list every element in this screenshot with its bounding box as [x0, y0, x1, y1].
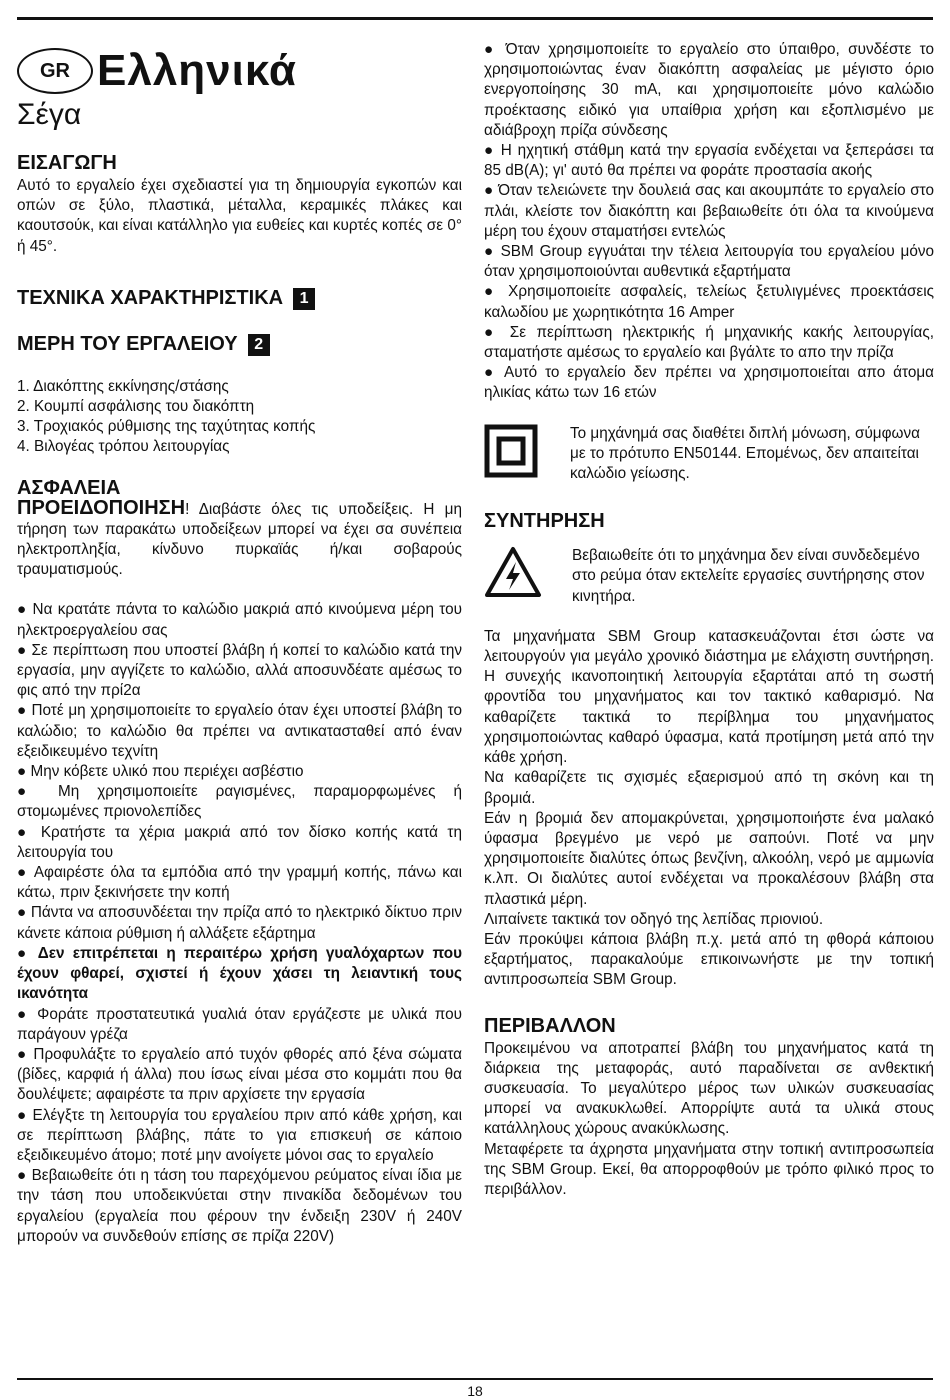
list-item: ● Μην κόβετε υλικό που περιέχει ασβέστιο [17, 763, 304, 781]
environment-paragraph: Προκειμένου να αποτραπεί βλάβη του μηχανήματος κατά τη διάρκεια της μεταφοράς, αυτό παραδίνεται σε ανθεκτική συσκευασία. Το μεγαλύτερο μέρος των υλικών συσκευασίας μπορεί να ανακυκλωθεί. Απορρίψτε αυτά τα υλικά στους κατάλληλους χώρους ανακύκλωσης. [484, 1039, 934, 1138]
list-item: ● Μη χρησιμοποιείτε ραγισμένες, παραμορφωμένες ή στομωμένες πριονολεπίδες [17, 783, 462, 821]
list-item: ● Βεβαιωθείτε ότι η τάση του παρεχόμενου ρεύματος είναι ίδια με την τάση που υποδεικνύεται στην πινακίδα δεδομένων του εργαλείου (εργαλεία που φέρουν την ένδειξη 230V ή 240V μπορούν να συνδεθούν επίσης σε πρίζα 220V) [17, 1167, 462, 1245]
intro-section [17, 152, 462, 257]
intro-heading: ΕΙΣΑΓΩΓΗ [17, 152, 117, 174]
maintenance-paragraph: Λιπαίνετε τακτικά τον οδηγό της λεπίδας πριονιού. [484, 910, 824, 928]
top-rule [17, 17, 933, 20]
list-item: ● Σε περίπτωση ηλεκτρικής ή μηχανικής κακής λειτουργίας, σταματήστε αμέσως το εργαλείο και βγάλτε το απο την πρίζα [484, 323, 934, 362]
list-item: 4. Βιλογέας τρόπου λειτουργίας [17, 438, 230, 456]
list-item: ● SBM Group εγγυάται την τέλεια λειτουργία του εργαλείου μόνο όταν χρησιμοποιούνται αυθεντικά εξαρτήματα [484, 243, 934, 281]
list-item: ● Φοράτε προστατευτικά γυαλιά όταν εργάζεστε με υλικά που παράγουν γρέζα [17, 1005, 462, 1043]
maintenance-heading: ΣΥΝΤΗΡΗΣΗ [484, 510, 605, 533]
parts-section [17, 333, 462, 458]
maintenance-paragraph: Να καθαρίζετε τις σχισμές εξαερισμού από τη σκόνη και τη βρομιά. [484, 769, 934, 807]
language-title: Ελληνικά [97, 46, 297, 95]
figure-ref-1: 1 [293, 288, 315, 310]
list-item: 1. Διακόπτης εκκίνησης/στάσης [17, 377, 229, 395]
safety-bullets-left [17, 600, 462, 1247]
list-item: ● Να κρατάτε πάντα το καλώδιο μακριά από κινούμενα μέρη του ηλεκτροεργαλείου σας [17, 601, 462, 639]
parts-heading: ΜΕΡΗ ΤΟΥ ΕΡΓΑΛΕΙΟΥ [17, 332, 238, 355]
language-header [17, 38, 462, 104]
list-item: 2. Κουμπί ασφάλισης του διακόπτη [17, 398, 255, 416]
maintenance-paragraph: Τα μηχανήματα SBM Group κατασκευάζονται έτσι ώστε να λειτουργούν για μεγάλο χρονικό διάστημα με ελάχιστη συντήρηση. Η συνεχής ικανοποιητική λειτουργία εξαρτάται από τη σωστή φροντίδα του μηχανήματος και τον τακτικό καθαρισμό. Να καθαρίζετε τακτικά το περίβλημα του μηχανήματος χρησιμοποιώντας καθαρό ύφασμα, κατά προτίμηση μετά από την κάθε χρήση. [484, 627, 934, 767]
list-item: ● Προφυλάξτε το εργαλείο από τυχόν φθορές από ξένα σώματα (βίδες, καρφιά ή άλλα) που ίσως είναι μέσα στο κομμάτι που θα δουλέψετε; αφαιρέστε τα πριν αρχίσετε την εργασία [17, 1045, 462, 1104]
safety-warning [17, 498, 462, 581]
list-item: ● Σε περίπτωση που υποστεί βλάβη ή κοπεί το καλώδιο κατά την εργασία, μην αγγίζετε το καλώδιο, αλλά αποσυνδέατε αμέσως το φις από την πρί2α [17, 641, 462, 700]
list-item: ● Αφαιρέστε όλα τα εμπόδια από την γραμμή κοπής, πάνω και κάτω, πριν ξεκινήσετε την κοπή [17, 864, 462, 902]
maintenance-warning [484, 546, 934, 607]
list-item: ● Όταν χρησιμοποιείτε το εργαλείο στο ύπαιθρο, συνδέστε το χρησιμοποιώντας έναν διακόπτη ασφαλείας με μέγιστο όριο ενεργοποίησης 30 mA, και χρησιμοποιείτε μόνο καλώδιο προέκτασης ειδικό για υπαίθρια χρήση και εξοπλισμένο με αδιάβροχη πρίζα σύνδεσης [484, 41, 934, 139]
double-insulation-note [484, 424, 934, 485]
list-item: ● Ελέγξτε τη λειτουργία του εργαλείου πριν από κάθε χρήση, και σε περίπτωση βλάβης, πάτε το για επισκευή σε κάποιο εξειδικευμένο άτομο; ποτέ μην ανοίγετε μόνοι σας το εργαλείο [17, 1106, 462, 1164]
list-item: ● Πάντα να αποσυνδέεται την πρίζα από το ηλεκτρικό δίκτυο πριν κάνετε κάποια ρύθμιση ή αλλάξετε εξάρτημα [17, 904, 462, 942]
right-column [484, 40, 934, 1200]
maintenance-warning-text: Βεβαιωθείτε ότι το μηχάνημα δεν είναι συνδεδεμένο στο ρεύμα όταν εκτελείτε εργασίες συντήρησης στον κινητήρα. [572, 547, 925, 605]
double-insulation-icon [484, 424, 540, 484]
tool-name: Σέγα [17, 98, 82, 131]
list-item: ● Αυτό το εργαλείο δεν πρέπει να χρησιμοποιείται απο άτομα ηλικίας κάτω των 16 ετών [484, 364, 934, 402]
page-number: 18 [467, 1383, 483, 1399]
language-code-badge: GR [17, 48, 93, 94]
figure-ref-2: 2 [248, 334, 270, 356]
bottom-rule [17, 1378, 933, 1380]
list-item: ● Η ηχητική στάθμη κατά την εργασία ενδέχεται να ξεπεράσει τα 85 dB(A); γι' αυτό θα πρέπει να φοράτε προστασία ακοής [484, 142, 934, 180]
environment-heading: ΠΕΡΙΒΑΛΛΟΝ [484, 1014, 616, 1037]
environment-section [484, 1015, 934, 1201]
intro-text: Αυτό το εργαλείο έχει σχεδιαστεί για τη δημιουργία εγκοπών και οπών σε ξύλο, πλαστικά, μέταλλα, κεραμικές πλάκες και καουτσούκ, και είναι κατάλληλο για ευθείες και κυρτές κοπές σε 0° ή 45°. [17, 177, 462, 255]
left-column [17, 38, 462, 1247]
list-item: ● Ποτέ μη χρησιμοποιείτε το εργαλείο όταν έχει υποστεί βλάβη το καλώδιο; το καλώδιο θα πρέπει να αντικατασταθεί από έναν εξειδικευμένο τεχνίτη [17, 702, 462, 760]
tech-heading: ΤΕΧΝΙΚΑ ΧΑΡΑΚΤΗΡΙΣΤΙΚΑ [17, 286, 284, 309]
safety-bullets-right [484, 40, 934, 404]
list-item: ● Δεν επιτρέπεται η περαιτέρω χρήση γυαλόχαρτων που έχουν φθαρεί, σχιστεί ή έχουν χάσει τη λειαντική τους ικανότητα [17, 944, 462, 1003]
maintenance-paragraph: Εάν η βρομιά δεν απομακρύνεται, χρησιμοποιήστε ένα μαλακό ύφασμα βρεγμένο με νερό με σαπούνι. Ποτέ να μην χρησιμοποιείτε διαλύτες όπως βενζίνη, αλκοόλη, νερό με αμμωνία κ.λπ. Οι διαλύτες αυτοί ενδέχεται να προκαλέσουν βλάβη στα πλαστικά μέρη. [484, 809, 934, 908]
list-item: ● Κρατήστε τα χέρια μακριά από τον δίσκο κοπής κατά τη λειτουργία του [17, 823, 462, 861]
safety-heading: ΑΣΦΑΛΕΙΑ [17, 476, 121, 499]
maintenance-section [484, 510, 934, 990]
warning-word: ΠΡΟΕΙΔΟΠΟΙΗΣΗ [17, 496, 186, 519]
electric-hazard-icon [484, 546, 542, 604]
environment-paragraph: Μεταφέρετε τα άχρηστα μηχανήματα στην τοπική αντιπροσωπεία της SBM Group. Εκεί, θα απορροφθούν με τρόπο φιλικό προς το περιβάλλον. [484, 1140, 934, 1198]
parts-list [17, 377, 462, 458]
list-item: ● Όταν τελειώνετε την δουλειά σας και ακουμπάτε το εργαλείο στο πλάι, κλείστε τον διακόπτη και βεβαιωθείτε ότι όλα τα κινούμενα μέρη του έχουν σταματήσει εντελώς [484, 182, 934, 240]
warning-text: ! Διαβάστε όλες τις υποδείξεις. Η μη τήρηση των παρακάτω υποδείξεων μπορεί να έχει σα συνέπεια ηλεκτροπληξία, κίνδυνο πυρκαϊάς ή/και σοβαρούς τραυματισμούς. [17, 500, 462, 579]
safety-section [17, 478, 462, 1247]
maintenance-body [484, 627, 934, 991]
tech-section [17, 287, 462, 311]
maintenance-paragraph: Εάν προκύψει κάποια βλάβη π.χ. μετά από τη φθορά κάποιου εξαρτήματος, παρακαλούμε επικοινωνήστε με την τοπική αντιπροσωπεία SBM Group. [484, 930, 934, 989]
double-insulation-text: Το μηχάνημά σας διαθέτει διπλή μόνωση, σύμφωνα με το πρότυπο EN50144. Επομένως, δεν απαιτείται καλώδιο γείωσης. [570, 424, 920, 483]
list-item: 3. Τροχιακός ρύθμισης της ταχύτητας κοπής [17, 418, 316, 436]
list-item: ● Χρησιμοποιείτε ασφαλείς, τελείως ξετυλιγμένες προεκτάσεις καλωδίου με χωρητικότητα 16 Amper [484, 283, 934, 321]
